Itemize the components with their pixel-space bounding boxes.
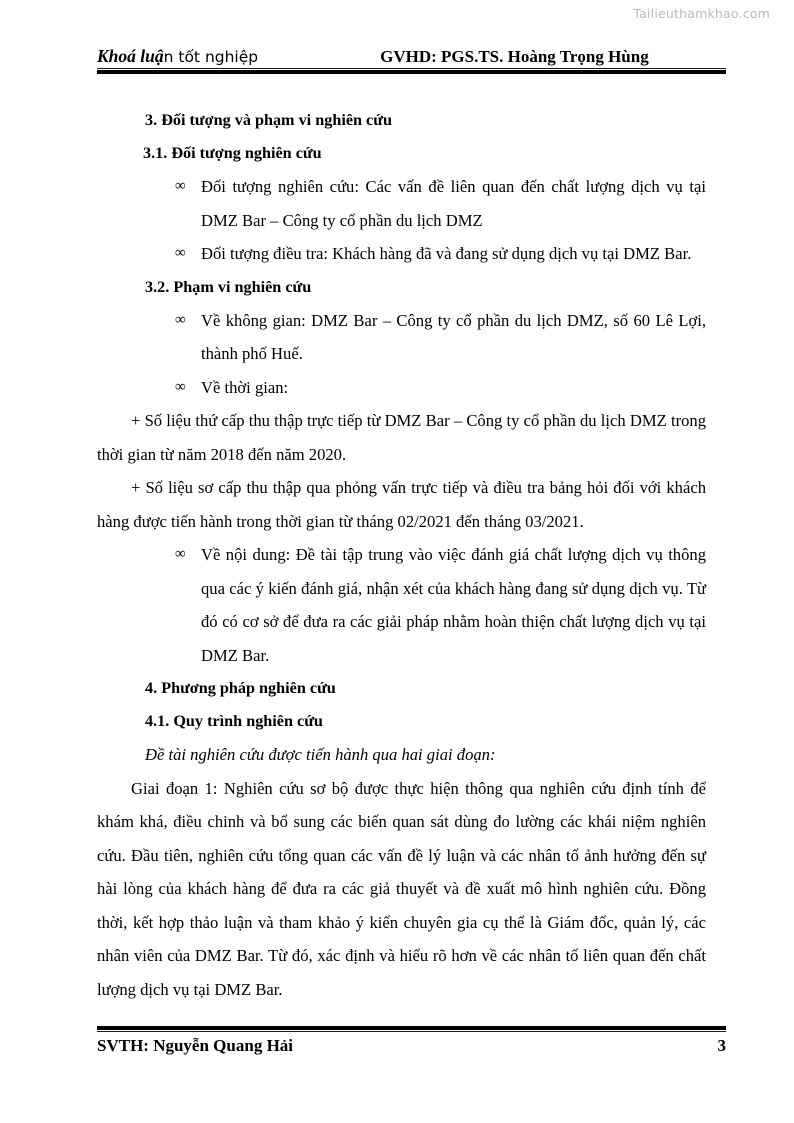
list-item xyxy=(97,304,706,371)
heading-section-4: 4. Phương pháp nghiên cứu xyxy=(145,679,336,697)
list-item xyxy=(97,371,706,405)
infinity-bullet-icon: ∞ xyxy=(175,178,186,194)
paragraph-secondary-data: + Số liệu thứ cấp thu thập trực tiếp từ DMZ Bar – Công ty cổ phần du lịch DMZ trong thời gian từ năm 2018 đến năm 2020. xyxy=(97,411,706,464)
footer-page-number: 3 xyxy=(717,1036,726,1055)
infinity-bullet-icon: ∞ xyxy=(175,378,186,395)
footer-divider-thin-line xyxy=(97,1031,726,1032)
footer-divider xyxy=(97,1026,726,1032)
paragraph-primary-data: + Số liệu sơ cấp thu thập qua phỏng vấn trực tiếp và điều tra bảng hỏi đối với khách hàng được tiến hành trong thời gian từ tháng 02/2021 đến tháng 03/2021. xyxy=(97,478,706,531)
infinity-bullet-icon: ∞ xyxy=(175,311,186,328)
list-item xyxy=(97,538,706,672)
header-title-left xyxy=(97,44,258,69)
heading-section-3: 3. Đối tượng và phạm vi nghiên cứu xyxy=(145,111,392,129)
header-advisor: GVHD: PGS.TS. Hoàng Trọng Hùng xyxy=(380,47,649,66)
list-item-text: Đối tượng điều tra: Khách hàng đã và đang sử dụng dịch vụ tại DMZ Bar. xyxy=(201,244,692,263)
heading-section-3-1: 3.1. Đối tượng nghiên cứu xyxy=(143,144,322,162)
list-item xyxy=(97,170,706,237)
list-item-text: Về thời gian: xyxy=(201,377,289,397)
heading-section-3-2: 3.2. Phạm vi nghiên cứu xyxy=(145,277,312,296)
footer-author: SVTH: Nguyễn Quang Hải xyxy=(97,1036,294,1055)
list-item xyxy=(97,237,706,271)
infinity-bullet-icon: ∞ xyxy=(175,546,186,562)
list-item-text: Về nội dung: Đề tài tập trung vào việc đánh giá chất lượng dịch vụ thông qua các ý kiến đánh giá, nhận xét của khách hàng đang sử dụng dịch vụ. Từ đó có cơ sở để đưa ra các giải pháp nhằm hoàn thiện chất lượng dịch vụ tại DMZ Bar. xyxy=(201,545,706,665)
header-title-bold-part: Khoá luậ xyxy=(97,46,164,66)
header-divider xyxy=(97,68,726,74)
header-title-plain-part: n tốt nghiệp xyxy=(163,48,259,66)
list-item-text: Về không gian: DMZ Bar – Công ty cổ phần du lịch DMZ, số 60 Lê Lợi, thành phố Huế. xyxy=(201,310,706,363)
paragraph-italic-intro: Đề tài nghiên cứu được tiến hành qua hai giai đoạn: xyxy=(145,745,496,764)
header-row xyxy=(97,44,726,68)
watermark-label: Tailieuthamkhao.com xyxy=(633,6,770,21)
paragraph-phase-1: Giai đoạn 1: Nghiên cứu sơ bộ được thực hiện thông qua nghiên cứu định tính để khám khá, điều chinh và bổ sung các biến quan sát dùng đo lường các khái niệm nghiên cứu. Đầu tiên, nghiên cứu tổng quan các vấn đề lý luận và các nhân tố ảnh hưởng đến sự hài lòng của khách hàng để đưa ra các giả thuyết và đề xuất mô hình nghiên cứu. Đồng thời, kết hợp thảo luận và tham khảo ý kiến chuyên gia cụ thể là Giám đốc, quản lý, các nhân viên của DMZ Bar. Từ đó, xác định và hiểu rõ hơn về các nhân tố liên quan đến chất lượng dịch vụ tại DMZ Bar. xyxy=(97,778,706,999)
page-footer xyxy=(97,1036,726,1056)
heading-section-4-1: 4.1. Quy trình nghiên cứu xyxy=(145,712,323,730)
infinity-bullet-icon: ∞ xyxy=(175,245,186,261)
document-content xyxy=(97,104,706,1006)
header-divider-thick-line xyxy=(97,70,726,74)
list-item-text: Đối tượng nghiên cứu: Các vấn đề liên quan đến chất lượng dịch vụ tại DMZ Bar – Công ty cổ phần du lịch DMZ xyxy=(201,177,706,230)
